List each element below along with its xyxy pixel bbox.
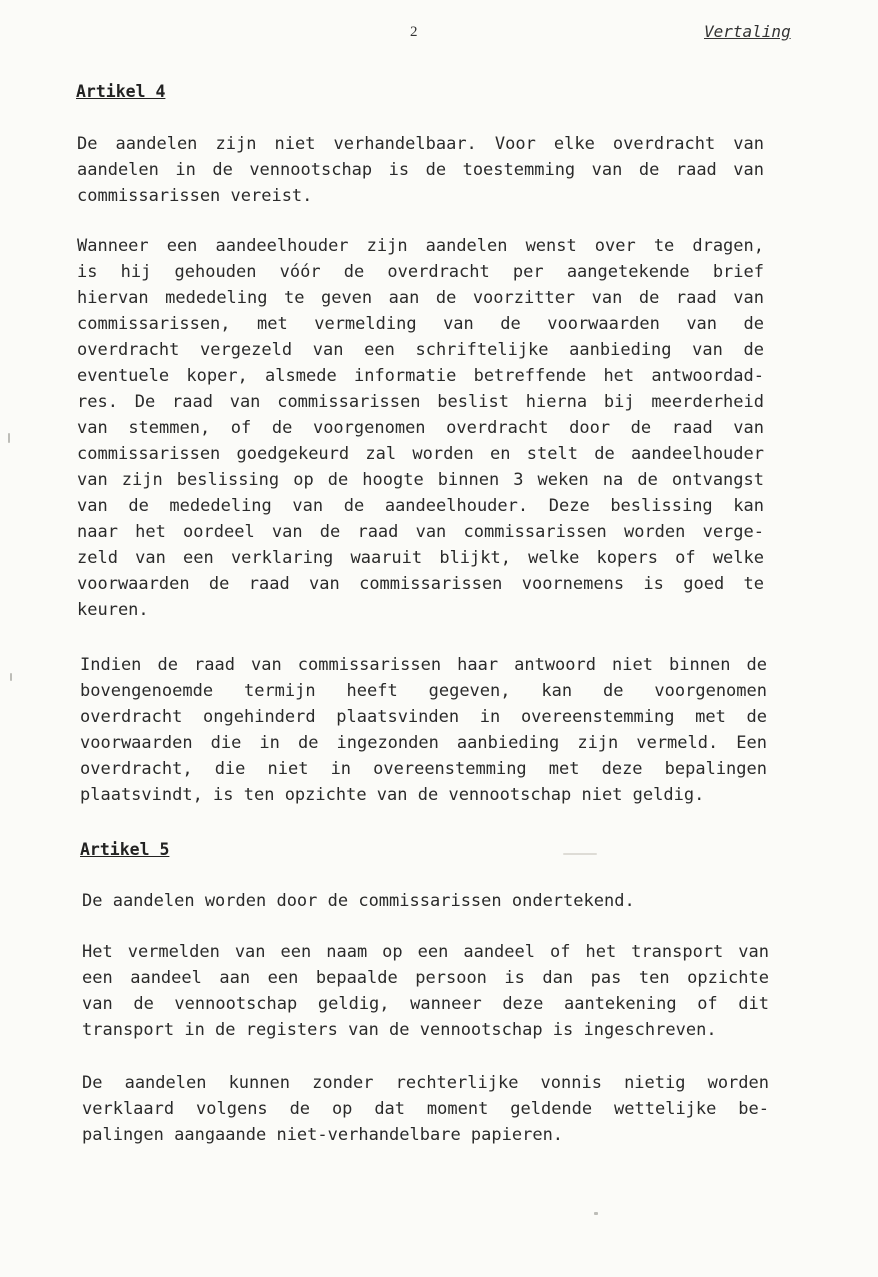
text-line: van zijn beslissing op de hoogte binnen 3 weken na de ontvangst [77,470,764,490]
page-number: 2 [410,24,418,40]
article-4-paragraph-2 [77,233,764,623]
article-5-paragraph-2 [82,939,769,1043]
text-line: palingen aangaande niet-verhandelbare papieren. [82,1125,564,1145]
text-line: overdracht, die niet in overeenstemming met deze bepalingen [80,759,767,779]
text-line: De aandelen kunnen zonder rechterlijke vonnis nietig worden [82,1073,769,1093]
text-line: hiervan mededeling te geven aan de voorzitter van de raad van [77,288,764,308]
translation-label: Vertaling [704,22,791,41]
text-line: res. De raad van commissarissen beslist hierna bij meerderheid [77,392,764,412]
text-line: overdracht ongehinderd plaatsvinden in overeenstemming met de [80,707,767,727]
text-line: een aandeel aan een bepaalde persoon is dan pas ten opzichte [82,968,769,988]
scan-speck [8,433,10,443]
scan-speck [563,853,597,855]
scan-speck [10,673,12,681]
text-line: van de vennootschap geldig, wanneer deze aantekening of dit [82,994,769,1014]
article-4-paragraph-1 [77,131,764,209]
text-line: aandelen in de vennootschap is de toestemming van de raad van [77,160,764,180]
text-line: commissarissen goedgekeurd zal worden en stelt de aandeelhouder [77,444,764,464]
scan-speck [594,1212,598,1215]
text-line: van de mededeling van de aandeelhouder. Deze beslissing kan [77,496,764,516]
text-line: van stemmen, of de voorgenomen overdracht door de raad van [77,418,764,438]
text-line: Wanneer een aandeelhouder zijn aandelen wenst over te dragen, [77,236,764,256]
text-line: transport in de registers van de vennootschap is ingeschreven. [82,1020,717,1040]
text-line: De aandelen worden door de commissarissen ondertekend. [82,891,635,911]
text-line: verklaard volgens de op dat moment geldende wettelijke be- [82,1099,769,1119]
article-5-paragraph-1 [82,888,769,914]
article-4-heading: Artikel 4 [76,82,166,101]
text-line: naar het oordeel van de raad van commissarissen worden verge- [77,522,764,542]
article-5-paragraph-3 [82,1070,769,1148]
article-4-paragraph-3 [80,652,767,808]
text-line: voorwaarden de raad van commissarissen voornemens is goed te [77,574,764,594]
text-line: Het vermelden van een naam op een aandeel of het transport van [82,942,769,962]
text-line: commissarissen, met vermelding van de voorwaarden van de [77,314,764,334]
text-line: bovengenoemde termijn heeft gegeven, kan de voorgenomen [80,681,767,701]
text-line: voorwaarden die in de ingezonden aanbieding zijn vermeld. Een [80,733,767,753]
text-line: zeld van een verklaring waaruit blijkt, welke kopers of welke [77,548,764,568]
text-line: overdracht vergezeld van een schriftelijke aanbieding van de [77,340,764,360]
article-5-heading: Artikel 5 [80,840,170,859]
text-line: plaatsvindt, is ten opzichte van de vennootschap niet geldig. [80,785,705,805]
text-line: De aandelen zijn niet verhandelbaar. Voor elke overdracht van [77,134,764,154]
text-line: Indien de raad van commissarissen haar antwoord niet binnen de [80,655,767,675]
text-line: commissarissen vereist. [77,186,313,206]
text-line: eventuele koper, alsmede informatie betreffende het antwoordad- [77,366,764,386]
text-line: is hij gehouden vóór de overdracht per aangetekende brief [77,262,764,282]
text-line: keuren. [77,600,149,620]
